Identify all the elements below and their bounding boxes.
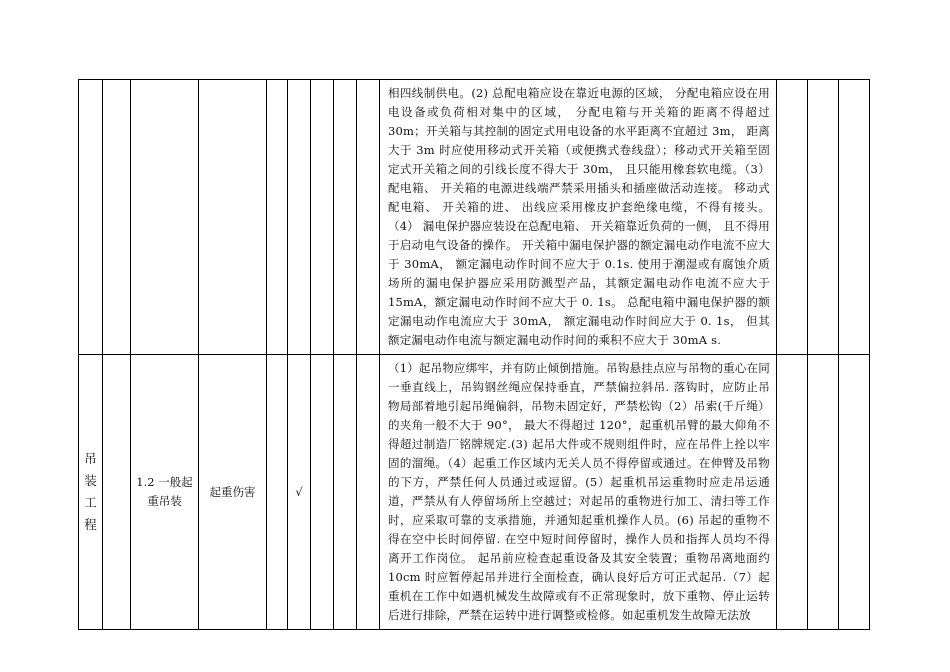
cell-blank	[103, 80, 131, 355]
table-row	[79, 80, 870, 355]
cell-blank	[334, 355, 357, 630]
cell-check	[288, 80, 311, 355]
cell-blank	[357, 355, 380, 630]
cell-blank	[839, 355, 870, 630]
safety-measures-table	[78, 79, 870, 630]
cell-blank	[357, 80, 380, 355]
cell-blank	[267, 355, 288, 630]
cell-blank	[334, 80, 357, 355]
cell-blank	[839, 80, 870, 355]
cell-blank	[808, 80, 839, 355]
cell-hazard	[199, 80, 267, 355]
cell-check: √	[288, 355, 311, 630]
cell-sub-item: 1.2 一般起重吊装	[131, 355, 199, 630]
table-row	[79, 355, 870, 630]
cell-blank	[777, 355, 808, 630]
cell-blank	[311, 80, 334, 355]
cell-category	[79, 80, 103, 355]
cell-blank	[311, 355, 334, 630]
cell-blank	[103, 355, 131, 630]
cell-blank	[808, 355, 839, 630]
cell-blank	[777, 80, 808, 355]
cell-blank	[267, 80, 288, 355]
cell-category	[79, 355, 103, 630]
cell-description: （1）起吊物应绑牢，并有防止倾倒措施。吊钩悬挂点应与吊物的重心在同一垂直线上，吊钩钢丝绳应保持垂直，严禁偏拉斜吊. 落钩时，应防止吊物局部着地引起吊绳偏斜，吊物未固定好，严禁松钩（2）吊索(千斤绳）的夹角一般不大于 90°， 最大不得超过 120°，起重机吊臂的最大仰角不得超过制造厂铭牌规定.(3) 起吊大件或不规则组件时，应在吊件上拴以牢固的溜绳。（4）起重工作区域内无关人员不得停留或通过。在伸臂及吊物的下方，严禁任何人员通过或逗留。(5）起重机吊运重物时应走吊运通道，严禁从有人停留场所上空越过；对起吊的重物进行加工、清扫等工作时，应采取可靠的支承措施，并通知起重机操作人员。(6) 吊起的重物不得在空中长时间停留. 在空中短时间停留时，操作人员和指挥人员均不得离开工作岗位。 起吊前应检查起重设备及其安全装置；重物吊离地面约 10cm 时应暂停起吊并进行全面检查，确认良好后方可正式起吊.（7）起重机在工作中如遇机械发生故障或有不正常现象时，放下重物、停止运转后进行排除，严禁在运转中进行调整或检修。如起重机发生故障无法放	[380, 355, 777, 630]
cell-hazard: 起重伤害	[199, 355, 267, 630]
cell-sub-item	[131, 80, 199, 355]
cell-description: 相四线制供电。(2) 总配电箱应设在靠近电源的区域， 分配电箱应设在用电设备或负荷相对集中的区域， 分配电箱与开关箱的距离不得超过 30m；开关箱与其控制的固定式用电设备的水平距离不宜超过 3m， 距离大于 3m 时应使用移动式开关箱（或便携式卷线盘）；移动式开关箱至固定式开关箱之间的引线长度不得大于 30m， 且只能用橡套软电缆。（3） 配电箱、 开关箱的电源进线端严禁采用插头和插座做活动连接。 移动式配电箱、 开关箱的进、 出线应采用橡皮护套绝缘电缆，不得有接头。（4） 漏电保护器应装设在总配电箱、 开关箱靠近负荷的一侧， 且不得用于启动电气设备的操作。 开关箱中漏电保护器的额定漏电动作电流不应大于 30mA， 额定漏电动作时间不应大于 0.1s. 使用于潮湿或有腐蚀介质场所的漏电保护器应采用防溅型产品，其额定漏电动作电流不应大于 15mA，额定漏电动作时间不应大于 0. 1s。 总配电箱中漏电保护器的额定漏电动作电流应大于 30mA， 额定漏电动作时间应大于 0. 1s， 但其额定漏电动作电流与额定漏电动作时间的乘积不应大于 30mA s.	[380, 80, 777, 355]
category-label: 吊装工程	[84, 451, 97, 532]
